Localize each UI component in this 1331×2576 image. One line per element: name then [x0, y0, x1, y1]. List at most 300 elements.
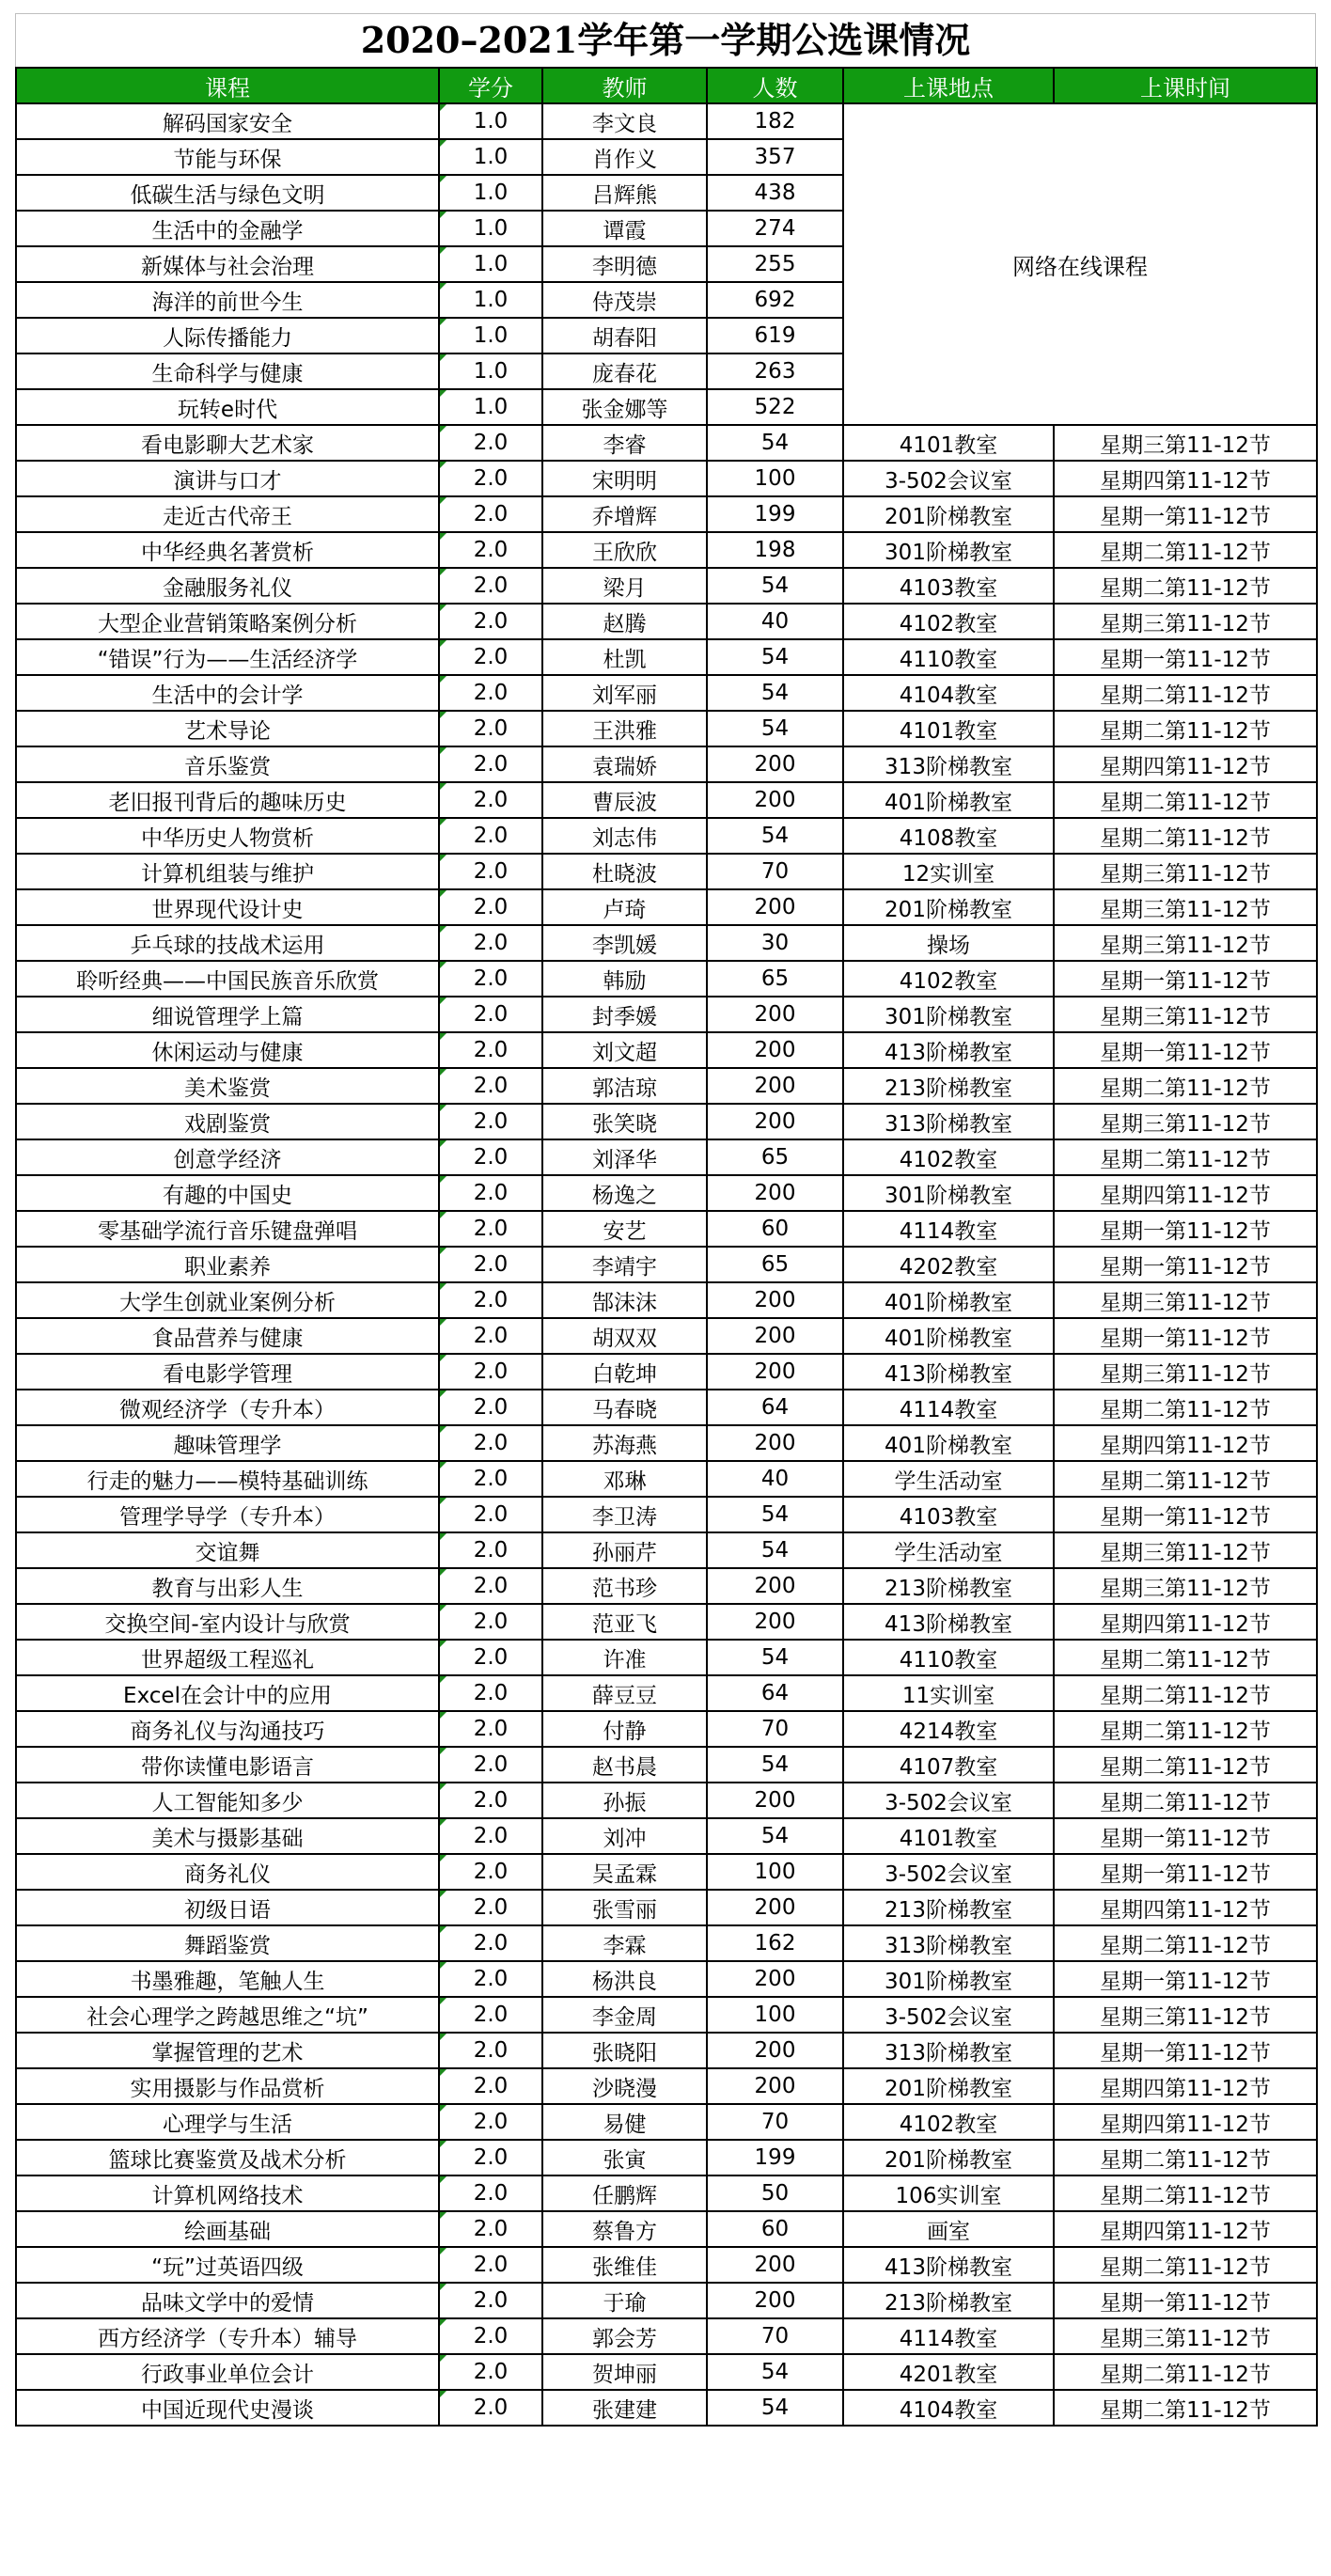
course-location: 学生活动室: [843, 1532, 1054, 1568]
course-credit: 2.0: [439, 2068, 542, 2104]
course-time: 星期一第11-12节: [1054, 496, 1317, 532]
course-time: 星期一第11-12节: [1054, 1247, 1317, 1282]
course-location: 213阶梯教室: [843, 1568, 1054, 1604]
table-row: [16, 1425, 1317, 1461]
table-row: [16, 1354, 1317, 1390]
course-name: 书墨雅趣，笔触人生: [16, 1961, 439, 1997]
course-count: 54: [707, 1640, 843, 1675]
course-time: 星期四第11-12节: [1054, 2068, 1317, 2104]
course-count: 40: [707, 604, 843, 639]
sheet: [15, 13, 1316, 2427]
course-teacher: 吕辉熊: [542, 175, 707, 211]
course-time: 星期三第11-12节: [1054, 1354, 1317, 1390]
course-teacher: 李靖宇: [542, 1247, 707, 1282]
course-teacher: 肖作义: [542, 139, 707, 175]
course-name: 人工智能知多少: [16, 1783, 439, 1818]
course-count: 40: [707, 1461, 843, 1497]
course-time: 星期三第11-12节: [1054, 997, 1317, 1032]
course-location: 4104教室: [843, 2390, 1054, 2426]
course-count: 54: [707, 2390, 843, 2426]
table-row: [16, 2247, 1317, 2283]
course-name: 戏剧鉴赏: [16, 1104, 439, 1139]
course-count: 64: [707, 1390, 843, 1425]
table-row: [16, 1747, 1317, 1783]
course-teacher: 封季媛: [542, 997, 707, 1032]
course-teacher: 郭洁琼: [542, 1068, 707, 1104]
course-teacher: 于瑜: [542, 2283, 707, 2318]
table-row: [16, 1211, 1317, 1247]
course-name: 行走的魅力——模特基础训练: [16, 1461, 439, 1497]
course-time: 星期二第11-12节: [1054, 2247, 1317, 2283]
course-count: 54: [707, 568, 843, 604]
course-location: 4108教室: [843, 818, 1054, 854]
course-time: 星期四第11-12节: [1054, 461, 1317, 496]
course-location: 201阶梯教室: [843, 496, 1054, 532]
course-location: 4102教室: [843, 604, 1054, 639]
table-row: [16, 1068, 1317, 1104]
header-row: [16, 68, 1317, 103]
course-name: 世界超级工程巡礼: [16, 1640, 439, 1675]
course-teacher: 李金周: [542, 1997, 707, 2033]
table-row: [16, 889, 1317, 925]
course-teacher: 许准: [542, 1640, 707, 1675]
course-teacher: 胡春阳: [542, 318, 707, 353]
course-credit: 1.0: [439, 353, 542, 389]
table-row: [16, 925, 1317, 961]
course-teacher: 王洪雅: [542, 711, 707, 746]
course-time: 星期一第11-12节: [1054, 1318, 1317, 1354]
course-count: 522: [707, 389, 843, 425]
course-location: 12实训室: [843, 854, 1054, 889]
course-credit: 2.0: [439, 1711, 542, 1747]
course-time: 星期二第11-12节: [1054, 1747, 1317, 1783]
course-credit: 1.0: [439, 211, 542, 246]
course-name: 美术与摄影基础: [16, 1818, 439, 1854]
course-count: 200: [707, 1282, 843, 1318]
course-location: 213阶梯教室: [843, 1890, 1054, 1925]
course-credit: 2.0: [439, 1354, 542, 1390]
course-location: 4103教室: [843, 1497, 1054, 1532]
course-name: 篮球比赛鉴赏及战术分析: [16, 2140, 439, 2175]
course-time: 星期四第11-12节: [1054, 1175, 1317, 1211]
course-teacher: 刘冲: [542, 1818, 707, 1854]
course-name: 玩转e时代: [16, 389, 439, 425]
course-name: 微观经济学（专升本）: [16, 1390, 439, 1425]
course-credit: 2.0: [439, 1247, 542, 1282]
course-count: 200: [707, 1604, 843, 1640]
course-credit: 2.0: [439, 1818, 542, 1854]
table-row: [16, 1282, 1317, 1318]
course-location: 4101教室: [843, 425, 1054, 461]
table-row: [16, 2211, 1317, 2247]
page-title: 2020–2021学年第一学期公选课情况: [15, 13, 1316, 67]
table-row: [16, 1175, 1317, 1211]
course-location: 213阶梯教室: [843, 2283, 1054, 2318]
course-location: 3-502会议室: [843, 1997, 1054, 2033]
course-time: 星期二第11-12节: [1054, 1640, 1317, 1675]
course-teacher: 付静: [542, 1711, 707, 1747]
course-credit: 2.0: [439, 461, 542, 496]
course-teacher: 张维佳: [542, 2247, 707, 2283]
table-row: [16, 604, 1317, 639]
course-count: 200: [707, 1104, 843, 1139]
course-time: 星期一第11-12节: [1054, 1032, 1317, 1068]
course-location: 4110教室: [843, 639, 1054, 675]
course-name: 西方经济学（专升本）辅导: [16, 2318, 439, 2354]
table-row: [16, 1854, 1317, 1890]
course-name: 走近古代帝王: [16, 496, 439, 532]
course-name: 计算机网络技术: [16, 2175, 439, 2211]
course-name: 音乐鉴赏: [16, 746, 439, 782]
course-name: 实用摄影与作品赏析: [16, 2068, 439, 2104]
course-count: 200: [707, 1425, 843, 1461]
table-row: [16, 1461, 1317, 1497]
course-credit: 2.0: [439, 711, 542, 746]
course-name: 世界现代设计史: [16, 889, 439, 925]
course-name: 教育与出彩人生: [16, 1568, 439, 1604]
table-row: [16, 2068, 1317, 2104]
course-time: 星期二第11-12节: [1054, 1711, 1317, 1747]
course-count: 198: [707, 532, 843, 568]
course-credit: 1.0: [439, 246, 542, 282]
table-row: [16, 1104, 1317, 1139]
course-teacher: 蔡鲁方: [542, 2211, 707, 2247]
course-time: 星期四第11-12节: [1054, 746, 1317, 782]
course-location: 3-502会议室: [843, 1854, 1054, 1890]
table-row: [16, 103, 1317, 139]
course-time: 星期二第11-12节: [1054, 2354, 1317, 2390]
course-time: 星期三第11-12节: [1054, 1532, 1317, 1568]
table-row: [16, 782, 1317, 818]
course-credit: 2.0: [439, 1604, 542, 1640]
header-count: 人数: [707, 68, 843, 103]
course-time: 星期三第11-12节: [1054, 854, 1317, 889]
course-credit: 1.0: [439, 389, 542, 425]
course-credit: 2.0: [439, 1068, 542, 1104]
course-credit: 2.0: [439, 961, 542, 997]
course-teacher: 乔增辉: [542, 496, 707, 532]
course-time: 星期一第11-12节: [1054, 1211, 1317, 1247]
course-name: 中国近现代史漫谈: [16, 2390, 439, 2426]
course-name: 零基础学流行音乐键盘弹唱: [16, 1211, 439, 1247]
course-count: 200: [707, 2247, 843, 2283]
course-credit: 2.0: [439, 1961, 542, 1997]
table-row: [16, 1640, 1317, 1675]
course-teacher: 吴孟霖: [542, 1854, 707, 1890]
course-location: 4101教室: [843, 711, 1054, 746]
course-time: 星期二第11-12节: [1054, 675, 1317, 711]
course-credit: 2.0: [439, 1104, 542, 1139]
course-credit: 1.0: [439, 175, 542, 211]
course-location: 学生活动室: [843, 1461, 1054, 1497]
course-teacher: 孙振: [542, 1783, 707, 1818]
course-time: 星期二第11-12节: [1054, 1461, 1317, 1497]
course-time: 星期二第11-12节: [1054, 1390, 1317, 1425]
course-credit: 2.0: [439, 1640, 542, 1675]
course-teacher: 易健: [542, 2104, 707, 2140]
course-location: 313阶梯教室: [843, 746, 1054, 782]
course-count: 54: [707, 675, 843, 711]
table-row: [16, 2354, 1317, 2390]
course-teacher: 李卫涛: [542, 1497, 707, 1532]
course-name: 海洋的前世今生: [16, 282, 439, 318]
course-time: 星期四第11-12节: [1054, 2104, 1317, 2140]
course-time: 星期一第11-12节: [1054, 961, 1317, 997]
course-name: 有趣的中国史: [16, 1175, 439, 1211]
course-credit: 2.0: [439, 1425, 542, 1461]
course-name: 计算机组装与维护: [16, 854, 439, 889]
course-credit: 2.0: [439, 2318, 542, 2354]
course-credit: 1.0: [439, 103, 542, 139]
course-name: 大学生创就业案例分析: [16, 1282, 439, 1318]
table-row: [16, 425, 1317, 461]
course-name: 大型企业营销策略案例分析: [16, 604, 439, 639]
course-name: 解码国家安全: [16, 103, 439, 139]
table-row: [16, 1890, 1317, 1925]
table-row: [16, 997, 1317, 1032]
course-credit: 2.0: [439, 496, 542, 532]
course-credit: 2.0: [439, 532, 542, 568]
course-count: 100: [707, 1854, 843, 1890]
course-location: 313阶梯教室: [843, 1104, 1054, 1139]
course-time: 星期二第11-12节: [1054, 1139, 1317, 1175]
course-teacher: 张建建: [542, 2390, 707, 2426]
course-location: 401阶梯教室: [843, 1282, 1054, 1318]
course-credit: 2.0: [439, 1532, 542, 1568]
course-teacher: 薛豆豆: [542, 1675, 707, 1711]
course-credit: 1.0: [439, 282, 542, 318]
course-credit: 2.0: [439, 1854, 542, 1890]
course-name: 演讲与口才: [16, 461, 439, 496]
course-credit: 2.0: [439, 1211, 542, 1247]
course-location: 3-502会议室: [843, 1783, 1054, 1818]
course-credit: 2.0: [439, 425, 542, 461]
course-time: 星期二第11-12节: [1054, 1925, 1317, 1961]
course-location: 4103教室: [843, 568, 1054, 604]
course-count: 54: [707, 425, 843, 461]
course-credit: 2.0: [439, 997, 542, 1032]
course-location: 4102教室: [843, 1139, 1054, 1175]
course-time: 星期四第11-12节: [1054, 1425, 1317, 1461]
course-count: 65: [707, 1139, 843, 1175]
course-name: 新媒体与社会治理: [16, 246, 439, 282]
course-name: 趣味管理学: [16, 1425, 439, 1461]
course-count: 200: [707, 1783, 843, 1818]
course-count: 182: [707, 103, 843, 139]
course-count: 200: [707, 1890, 843, 1925]
course-credit: 2.0: [439, 1925, 542, 1961]
table-row: [16, 1568, 1317, 1604]
course-teacher: 孙丽芹: [542, 1532, 707, 1568]
course-teacher: 胡双双: [542, 1318, 707, 1354]
course-name: 交换空间-室内设计与欣赏: [16, 1604, 439, 1640]
course-teacher: 张笑晓: [542, 1104, 707, 1139]
course-time: 星期二第11-12节: [1054, 711, 1317, 746]
course-credit: 2.0: [439, 1282, 542, 1318]
course-location: 301阶梯教室: [843, 1961, 1054, 1997]
course-time: 星期三第11-12节: [1054, 889, 1317, 925]
course-name: Excel在会计中的应用: [16, 1675, 439, 1711]
course-credit: 2.0: [439, 2390, 542, 2426]
course-location: 4101教室: [843, 1818, 1054, 1854]
course-credit: 2.0: [439, 2175, 542, 2211]
course-name: 中华经典名著赏析: [16, 532, 439, 568]
course-credit: 2.0: [439, 925, 542, 961]
course-location: 313阶梯教室: [843, 2033, 1054, 2068]
table-row: [16, 818, 1317, 854]
table-row: [16, 1032, 1317, 1068]
course-name: 看电影学管理: [16, 1354, 439, 1390]
table-row: [16, 2283, 1317, 2318]
course-location: 4114教室: [843, 1390, 1054, 1425]
course-name: 人际传播能力: [16, 318, 439, 353]
course-time: 星期二第11-12节: [1054, 2390, 1317, 2426]
course-count: 64: [707, 1675, 843, 1711]
course-location: 401阶梯教室: [843, 1318, 1054, 1354]
course-teacher: 张雪丽: [542, 1890, 707, 1925]
table-row: [16, 675, 1317, 711]
course-name: 美术鉴赏: [16, 1068, 439, 1104]
course-name: 交谊舞: [16, 1532, 439, 1568]
table-row: [16, 1532, 1317, 1568]
table-row: [16, 1675, 1317, 1711]
course-location: 201阶梯教室: [843, 2068, 1054, 2104]
course-location: 3-502会议室: [843, 461, 1054, 496]
course-location: 4202教室: [843, 1247, 1054, 1282]
course-location: 313阶梯教室: [843, 1925, 1054, 1961]
course-name: 创意学经济: [16, 1139, 439, 1175]
course-teacher: 袁瑞娇: [542, 746, 707, 782]
course-name: 食品营养与健康: [16, 1318, 439, 1354]
course-location: 401阶梯教室: [843, 1425, 1054, 1461]
header-time: 上课时间: [1054, 68, 1317, 103]
course-credit: 1.0: [439, 139, 542, 175]
course-credit: 2.0: [439, 2354, 542, 2390]
course-credit: 2.0: [439, 1568, 542, 1604]
course-credit: 2.0: [439, 1318, 542, 1354]
course-name: 节能与环保: [16, 139, 439, 175]
course-count: 100: [707, 461, 843, 496]
course-teacher: 贺坤丽: [542, 2354, 707, 2390]
course-teacher: 杨洪良: [542, 1961, 707, 1997]
course-time: 星期一第11-12节: [1054, 2033, 1317, 2068]
course-time: 星期三第11-12节: [1054, 1997, 1317, 2033]
course-count: 274: [707, 211, 843, 246]
course-name: 绘画基础: [16, 2211, 439, 2247]
table-row: [16, 746, 1317, 782]
table-row: [16, 2104, 1317, 2140]
course-name: 掌握管理的艺术: [16, 2033, 439, 2068]
course-table: [15, 67, 1318, 2427]
course-location: 301阶梯教室: [843, 997, 1054, 1032]
course-time: 星期三第11-12节: [1054, 604, 1317, 639]
table-row: [16, 854, 1317, 889]
course-count: 438: [707, 175, 843, 211]
course-credit: 2.0: [439, 1497, 542, 1532]
course-count: 162: [707, 1925, 843, 1961]
course-name: 社会心理学之跨越思维之“坑”: [16, 1997, 439, 2033]
course-name: 初级日语: [16, 1890, 439, 1925]
course-teacher: 王欣欣: [542, 532, 707, 568]
course-credit: 2.0: [439, 746, 542, 782]
course-name: 心理学与生活: [16, 2104, 439, 2140]
table-row: [16, 1497, 1317, 1532]
course-teacher: 任鹏辉: [542, 2175, 707, 2211]
course-credit: 2.0: [439, 604, 542, 639]
course-count: 54: [707, 818, 843, 854]
course-location: 4114教室: [843, 2318, 1054, 2354]
course-credit: 2.0: [439, 782, 542, 818]
course-credit: 2.0: [439, 2211, 542, 2247]
course-time: 星期四第11-12节: [1054, 2211, 1317, 2247]
course-count: 200: [707, 1568, 843, 1604]
course-count: 200: [707, 746, 843, 782]
course-teacher: 张金娜等: [542, 389, 707, 425]
course-count: 619: [707, 318, 843, 353]
course-name: “玩”过英语四级: [16, 2247, 439, 2283]
course-name: 生活中的会计学: [16, 675, 439, 711]
course-credit: 2.0: [439, 818, 542, 854]
course-time: 星期二第11-12节: [1054, 1068, 1317, 1104]
course-teacher: 李明德: [542, 246, 707, 282]
course-count: 54: [707, 2354, 843, 2390]
course-credit: 2.0: [439, 675, 542, 711]
course-credit: 2.0: [439, 1032, 542, 1068]
course-location: 413阶梯教室: [843, 2247, 1054, 2283]
course-time: 星期四第11-12节: [1054, 1604, 1317, 1640]
course-teacher: 白乾坤: [542, 1354, 707, 1390]
course-time: 星期三第11-12节: [1054, 1282, 1317, 1318]
course-count: 65: [707, 1247, 843, 1282]
course-name: 职业素养: [16, 1247, 439, 1282]
course-name: 休闲运动与健康: [16, 1032, 439, 1068]
course-location: 11实训室: [843, 1675, 1054, 1711]
course-teacher: 杨逸之: [542, 1175, 707, 1211]
course-name: 生活中的金融学: [16, 211, 439, 246]
course-time: 星期二第11-12节: [1054, 1675, 1317, 1711]
course-count: 70: [707, 1711, 843, 1747]
course-credit: 2.0: [439, 1175, 542, 1211]
course-count: 65: [707, 961, 843, 997]
course-location: 301阶梯教室: [843, 532, 1054, 568]
course-count: 200: [707, 1961, 843, 1997]
course-name: 商务礼仪: [16, 1854, 439, 1890]
course-count: 54: [707, 1497, 843, 1532]
table-body: [16, 103, 1317, 2426]
course-teacher: 张寅: [542, 2140, 707, 2175]
table-row: [16, 2033, 1317, 2068]
course-name: 低碳生活与绿色文明: [16, 175, 439, 211]
course-location: 301阶梯教室: [843, 1175, 1054, 1211]
header-teacher: 教师: [542, 68, 707, 103]
table-row: [16, 711, 1317, 746]
course-teacher: 郭会芳: [542, 2318, 707, 2354]
course-name: 看电影聊大艺术家: [16, 425, 439, 461]
course-count: 200: [707, 782, 843, 818]
course-name: 老旧报刊背后的趣味历史: [16, 782, 439, 818]
course-count: 200: [707, 2068, 843, 2104]
course-time: 星期二第11-12节: [1054, 568, 1317, 604]
course-count: 692: [707, 282, 843, 318]
course-count: 200: [707, 1318, 843, 1354]
course-teacher: 杜晓波: [542, 854, 707, 889]
course-name: 聆听经典——中国民族音乐欣赏: [16, 961, 439, 997]
course-name: 艺术导论: [16, 711, 439, 746]
course-location: 画室: [843, 2211, 1054, 2247]
course-name: 商务礼仪与沟通技巧: [16, 1711, 439, 1747]
course-teacher: 安艺: [542, 1211, 707, 1247]
course-credit: 2.0: [439, 1139, 542, 1175]
